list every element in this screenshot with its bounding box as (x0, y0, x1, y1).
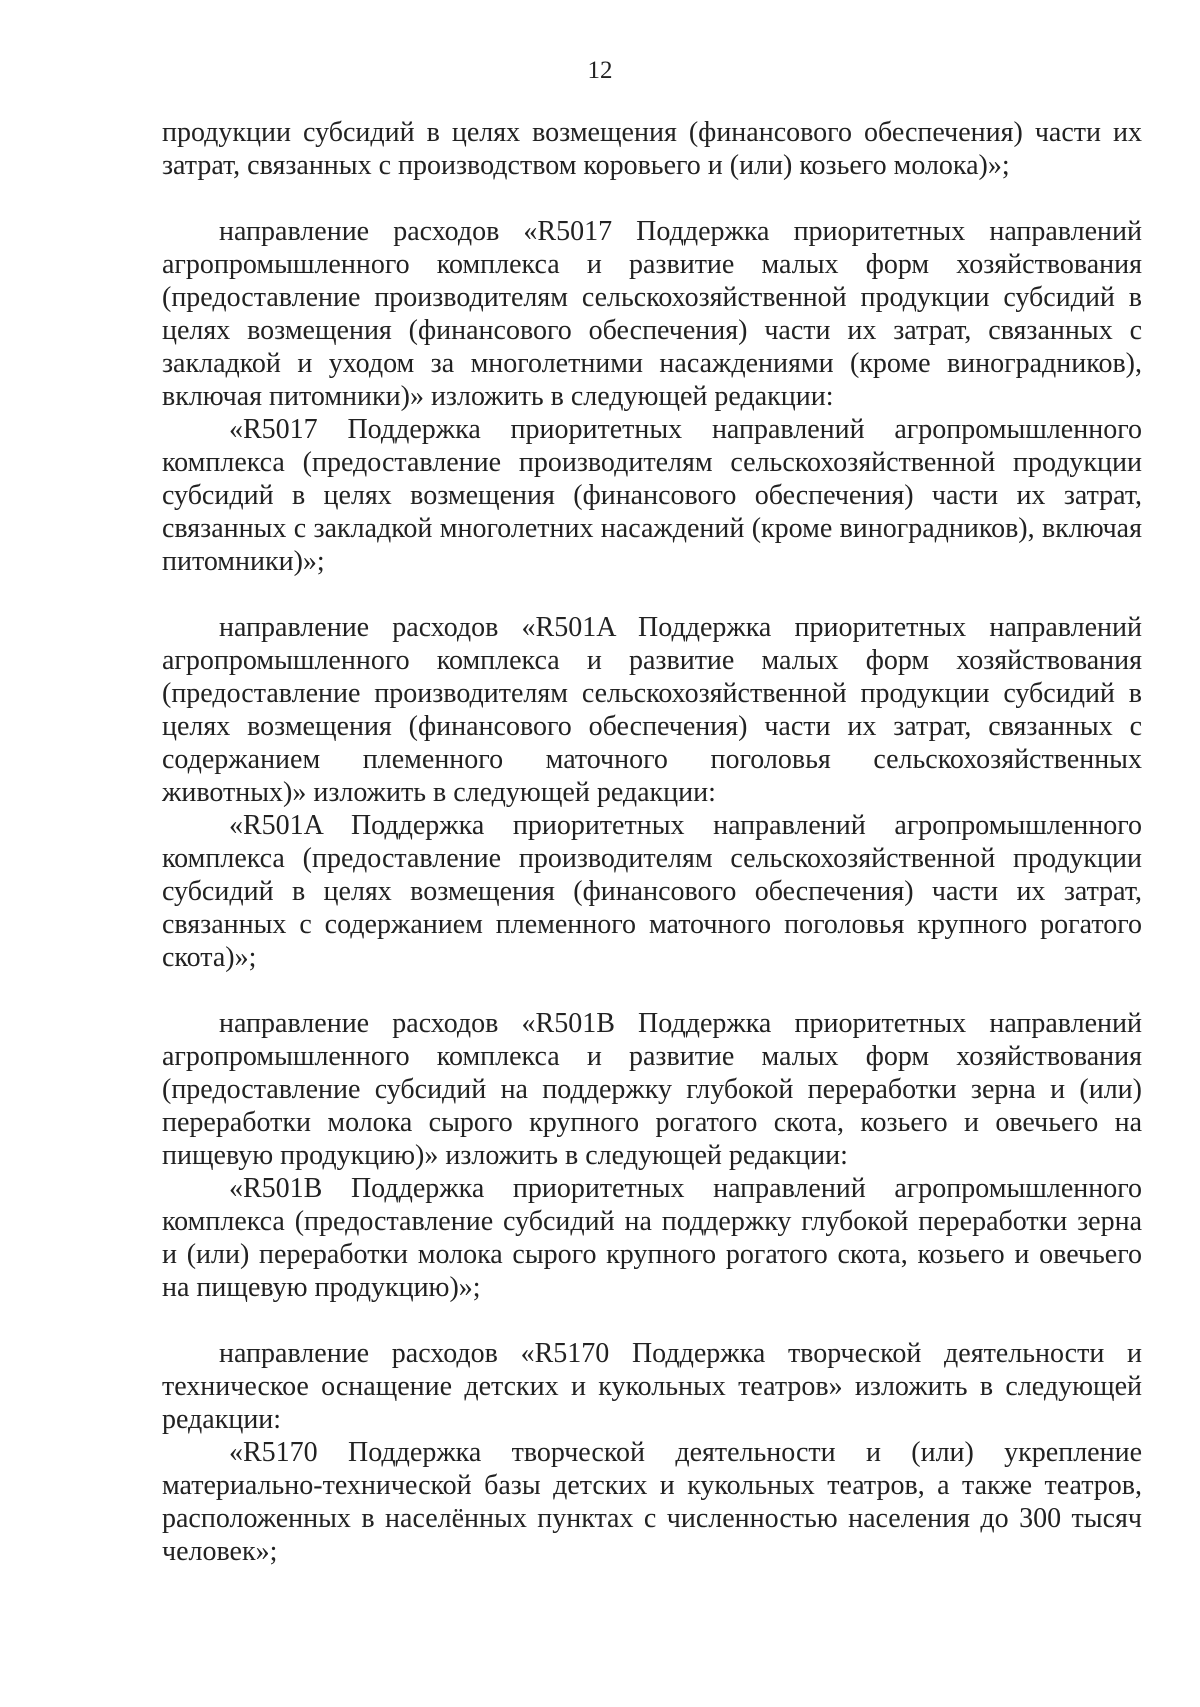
page-number: 12 (587, 57, 613, 84)
continuation-paragraph: продукции субсидий в целях возмещения (финансового обеспечения) части их затрат, связанных с производством коровьего и (или) козьего молока)»; (162, 117, 1142, 181)
direction-paragraph-r501a: направление расходов «R501A Поддержка приоритетных направлений агропромышленного комплекса и развитие малых форм хозяйствования (предоставление производителям сельскохозяйственной продукции субсидий в целях возмещения (финансового обеспечения) части их затрат, связанных с содержанием племенного маточного поголовья сельскохозяйственных животных)» изложить в следующей редакции: (162, 612, 1142, 808)
replacement-paragraph-r5170: «R5170 Поддержка творческой деятельности и (или) укрепление материально-технической базы детских и кукольных театров, а также театров, расположенных в населённых пунктах с численностью населения до 300 тысяч человек»; (162, 1437, 1142, 1567)
replacement-paragraph-r5017: «R5017 Поддержка приоритетных направлений агропромышленного комплекса (предоставление производителям сельскохозяйственной продукции субсидий в целях возмещения (финансового обеспечения) части их затрат, связанных с закладкой многолетних насаждений (кроме виноградников), включая питомники)»; (162, 414, 1142, 577)
replacement-paragraph-r501b: «R501B Поддержка приоритетных направлений агропромышленного комплекса (предоставление субсидий на поддержку глубокой переработки зерна и (или) переработки молока сырого крупного рогатого скота, козьего и овечьего на пищевую продукцию)»; (162, 1173, 1142, 1303)
direction-paragraph-r5170: направление расходов «R5170 Поддержка творческой деятельности и техническое оснащение детских и кукольных театров» изложить в следующей редакции: (162, 1338, 1142, 1435)
replacement-paragraph-r501a: «R501A Поддержка приоритетных направлений агропромышленного комплекса (предоставление производителям сельскохозяйственной продукции субсидий в целях возмещения (финансового обеспечения) части их затрат, связанных с содержанием племенного маточного поголовья крупного рогатого скота)»; (162, 810, 1142, 973)
document-body (162, 116, 1142, 1568)
direction-paragraph-r5017: направление расходов «R5017 Поддержка приоритетных направлений агропромышленного комплекса и развитие малых форм хозяйствования (предоставление производителям сельскохозяйственной продукции субсидий в целях возмещения (финансового обеспечения) части их затрат, связанных с закладкой и уходом за многолетними насаждениями (кроме виноградников), включая питомники)» изложить в следующей редакции: (162, 216, 1142, 412)
direction-paragraph-r501b: направление расходов «R501B Поддержка приоритетных направлений агропромышленного комплекса и развитие малых форм хозяйствования (предоставление субсидий на поддержку глубокой переработки зерна и (или) переработки молока сырого крупного рогатого скота, козьего и овечьего на пищевую продукцию)» изложить в следующей редакции: (162, 1008, 1142, 1171)
